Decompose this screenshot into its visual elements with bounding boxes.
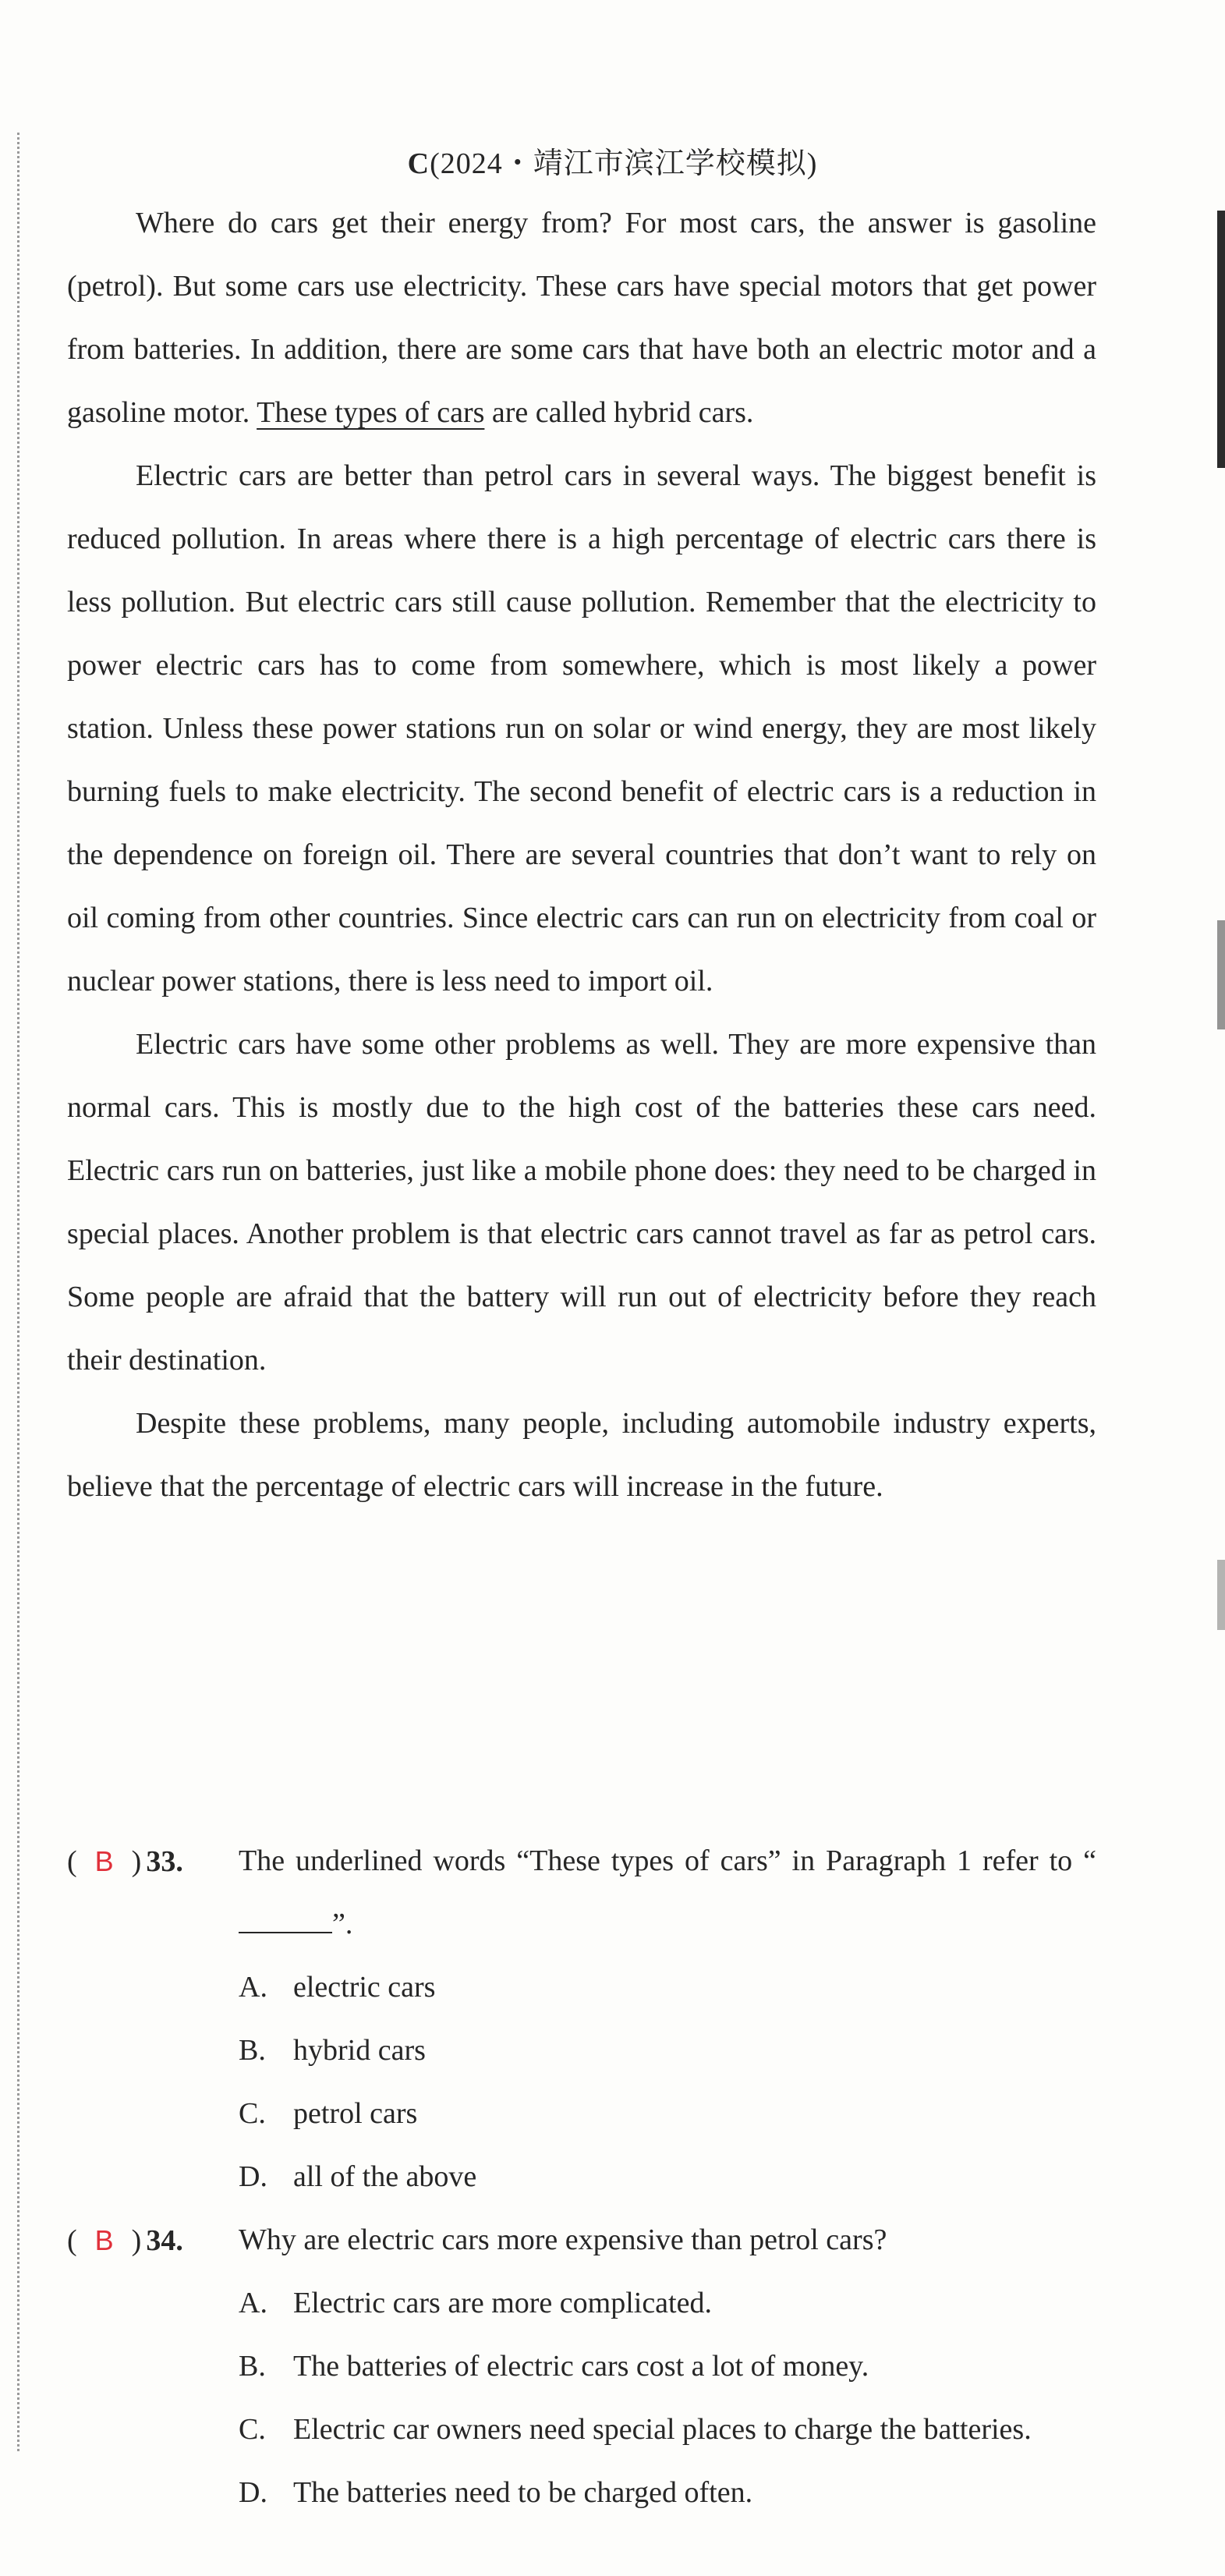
answer-mark: B <box>94 1845 114 1877</box>
question-34 <box>67 2209 1096 2525</box>
answer-mark: B <box>94 2224 114 2256</box>
option-b: B. hybrid cars <box>239 2034 426 2067</box>
scan-edge-mark <box>1217 211 1225 468</box>
question-stem: Why are electric cars more expensive than petrol cars? <box>239 2223 887 2256</box>
question-list <box>67 1830 1096 2525</box>
underlined-phrase: These types of cars <box>257 396 485 429</box>
option-c: C. Electric car owners need special places to charge the batteries. <box>239 2413 1032 2446</box>
paragraph-2: Electric cars are better than petrol cars in several ways. The biggest benefit is reduced pollution. In areas where there is a high percentage of electric cars there is less pollution. But electric cars still cause pollution. Remember that the electricity to power electric cars has to come from somewhere, which is most likely a power station. Unless these power stations run on solar or wind energy, they are most likely burning fuels to make electricity. The second benefit of electric cars is a reduction in the dependence on foreign oil. There are several countries that don’t want to rely on oil coming from other countries. Since electric cars can run on electricity from coal or nuclear power stations, there is less need to import oil. <box>67 459 1096 997</box>
question-number-block: ( B ) 34. <box>67 2209 239 2273</box>
options <box>67 2272 1096 2525</box>
passage-label: C <box>407 147 430 180</box>
passage-title <box>0 139 1225 182</box>
answer-blank <box>239 1908 332 1933</box>
paragraph-4: Despite these problems, many people, including automobile industry experts, believe that the percentage of electric cars will increase in the future. <box>67 1407 1096 1503</box>
passage-source: (2024・靖江市滨江学校模拟) <box>430 147 818 180</box>
question-number-block: ( B ) 33. <box>67 1830 239 1894</box>
options <box>67 1956 1096 2209</box>
reading-passage <box>67 192 1096 1518</box>
option-d: D. The batteries need to be charged often. <box>239 2476 753 2509</box>
option-d: D. all of the above <box>239 2160 477 2193</box>
question-stem: The underlined words “These types of cars” in Paragraph 1 refer to “”. <box>239 1844 1096 1940</box>
question-33 <box>67 1830 1096 2209</box>
question-number: 33. <box>146 1845 183 1878</box>
paragraph-3: Electric cars have some other problems as well. They are more expensive than normal cars. This is mostly due to the high cost of the batteries these cars need. Electric cars run on batteries, just like a mobile phone does: they need to be charged in special places. Another problem is that electric cars cannot travel as far as petrol cars. Some people are afraid that the battery will run out of electricity before they reach their destination. <box>67 1028 1096 1377</box>
scan-edge-mark <box>1217 920 1225 1029</box>
scan-edge-mark <box>1217 1560 1225 1630</box>
question-number: 34. <box>146 2224 183 2257</box>
option-c: C. petrol cars <box>239 2097 418 2130</box>
binding-margin-line <box>17 133 19 2451</box>
paragraph-1: Where do cars get their energy from? For most cars, the answer is gasoline (petrol). But some cars use electricity. These cars have special motors that get power from batteries. In addition, there are some cars that have both an electric motor and a gasoline motor. These types of cars are called hybrid cars. <box>67 207 1096 429</box>
option-a: A. electric cars <box>239 1971 436 2004</box>
option-a: A. Electric cars are more complicated. <box>239 2287 712 2319</box>
option-b: B. The batteries of electric cars cost a lot of money. <box>239 2350 869 2383</box>
